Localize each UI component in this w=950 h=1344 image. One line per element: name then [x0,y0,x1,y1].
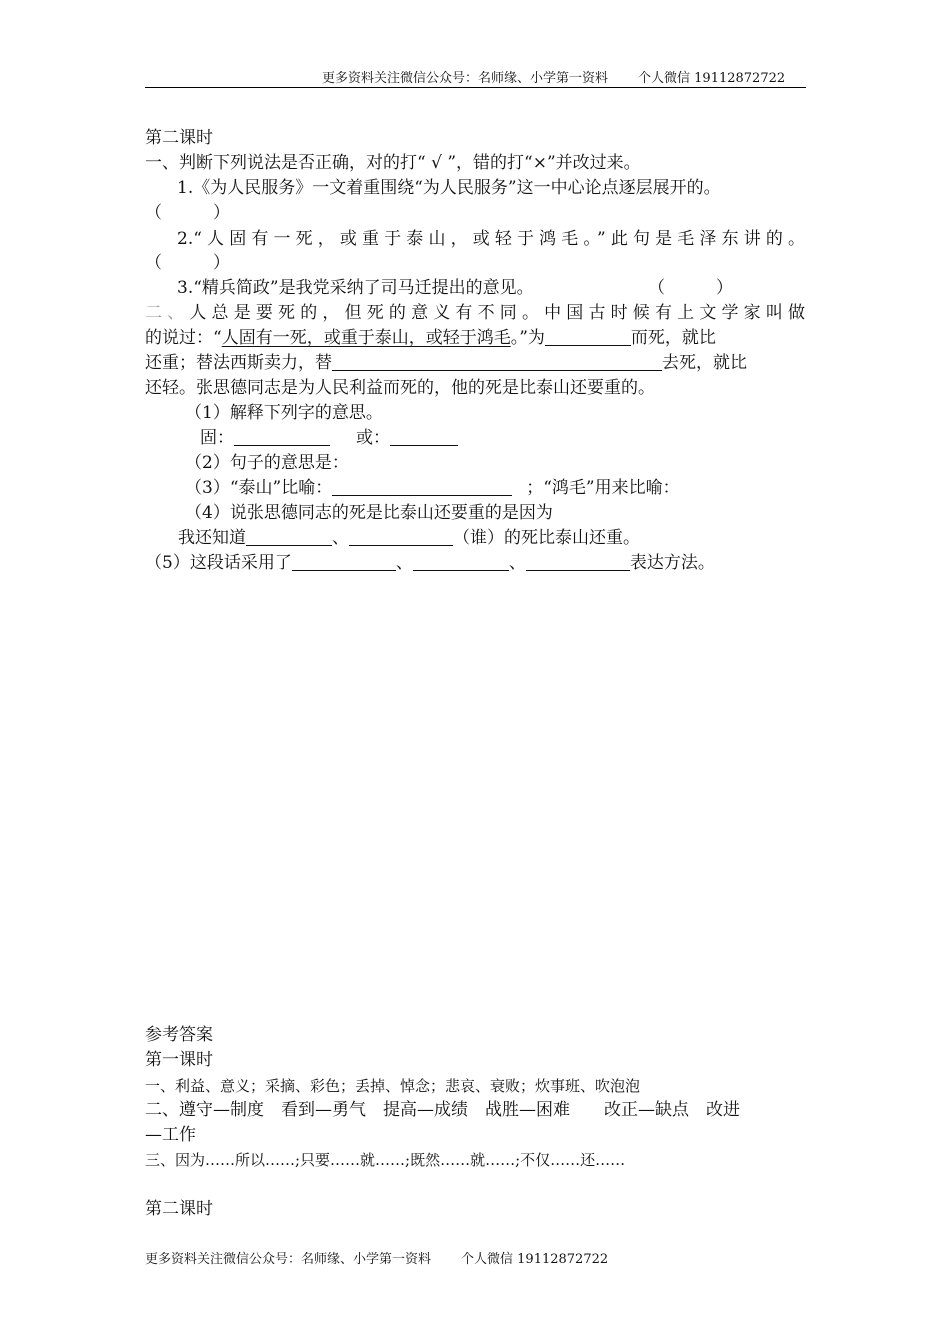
sub5-blank-3[interactable] [526,554,630,571]
answers-title: 参考答案 [145,1025,213,1045]
q1-item-2-bracket: （ ） [145,253,230,273]
footer-text: 更多资料关注微信公众号：名师缘、小学第一资料 [145,1252,432,1267]
answer-1: 一、利益、意义；采摘、彩色；丢掉、悼念；悲哀、衰败；炊事班、吹泡泡 [145,1077,641,1095]
q1-item-3-bracket: （ ） [648,278,733,298]
q2-line-2-mid: 。”为 [510,328,545,348]
section-title: 第二课时 [145,128,213,148]
know-blank-2[interactable] [349,529,453,546]
q1-item-1-bracket: （ ） [145,203,230,223]
sub5-separator-1: 、 [395,553,413,573]
answer-2-line-1: 二、遵守—制度 看到—勇气 提高—成绩 战胜—困难 改正—缺点 改进 [145,1100,740,1120]
q2-line-2-lead: 的说过：“ [145,328,222,348]
q2-line-2-end: 而死，就比 [630,328,716,348]
sub5-blank-1[interactable] [292,554,396,571]
answers-lesson-2: 第二课时 [145,1199,213,1219]
q2-define-row [200,427,458,449]
sub3-hongmao-label: ；“鸿毛”用来比喻： [526,478,680,498]
q2-know-row [178,527,640,549]
q2-line-1-text: 人总是要死的，但死的意义有不同。中国古时候有上文学家叫做 [189,303,806,323]
know-label: 我还知道 [178,528,246,548]
q2-sub-2: （2）句子的意思是： [185,453,349,473]
q2-line-3 [145,352,747,374]
q2-sub-5 [145,552,715,574]
q2-sub-3 [185,477,680,499]
sub5-blank-2[interactable] [413,554,509,571]
taishan-blank[interactable] [332,479,512,496]
sub5-separator-2: 、 [508,553,526,573]
answer-3: 三、因为……所以……;只要……就……;既然……就……;不仅……还…… [145,1151,626,1169]
know-separator: 、 [332,528,349,548]
q1-item-2: 2.“人固有一死，或重于泰山，或轻于鸿毛。”此句是毛泽东讲的。 [177,229,805,249]
gu-blank[interactable] [234,429,330,446]
know-end: （谁）的死比泰山还重。 [453,528,640,548]
q2-blank-2[interactable] [332,354,662,371]
huo-label: 或： [356,428,390,448]
header-divider [145,87,806,88]
footer-wechat: 个人微信 19112872722 [461,1252,609,1267]
q2-quote: 人固有一死，或重于泰山，或轻于鸿毛 [221,328,511,348]
q1-item-3: 3.“精兵简政”是我党采纳了司马迁提出的意见。 [177,278,534,298]
q2-line-2 [145,327,716,349]
q2-line-1 [145,302,805,324]
sub5-label: （5）这段话采用了 [145,553,292,573]
q1-item-1: 1.《为人民服务》一文着重围绕“为人民服务”这一中心论点逐层展开的。 [177,178,721,198]
answer-2-line-2: —工作 [145,1125,196,1145]
q2-line-3-end: 去死，就比 [662,353,747,373]
q2-blank-1[interactable] [545,329,631,346]
gu-label: 固： [200,428,234,448]
page-footer [145,1248,608,1267]
header-text: 更多资料关注微信公众号：名师缘、小学第一资料 [322,71,609,86]
header-wechat: 个人微信 19112872722 [638,71,786,86]
q1-prompt: 一、判断下列说法是否正确，对的打“ √ ”，错的打“×”并改过来。 [145,153,641,173]
q2-line-3-lead: 还重；替法西斯卖力，替 [145,353,332,373]
sub5-end: 表达方法。 [629,553,715,573]
answers-lesson-1: 第一课时 [145,1050,213,1070]
know-blank-1[interactable] [246,529,332,546]
sub3-taishan-label: （3）“泰山”比喻： [185,478,333,498]
q2-sub-1: （1）解释下列字的意思。 [185,403,383,423]
q2-sub-4: （4）说张思德同志的死是比泰山还要重的是因为 [185,503,553,523]
huo-blank[interactable] [390,429,458,446]
page-header [322,67,785,86]
q2-line-4: 还轻。张思德同志是为人民利益而死的，他的死是比泰山还要重的。 [145,378,655,398]
q2-number: 二、 [145,303,190,323]
